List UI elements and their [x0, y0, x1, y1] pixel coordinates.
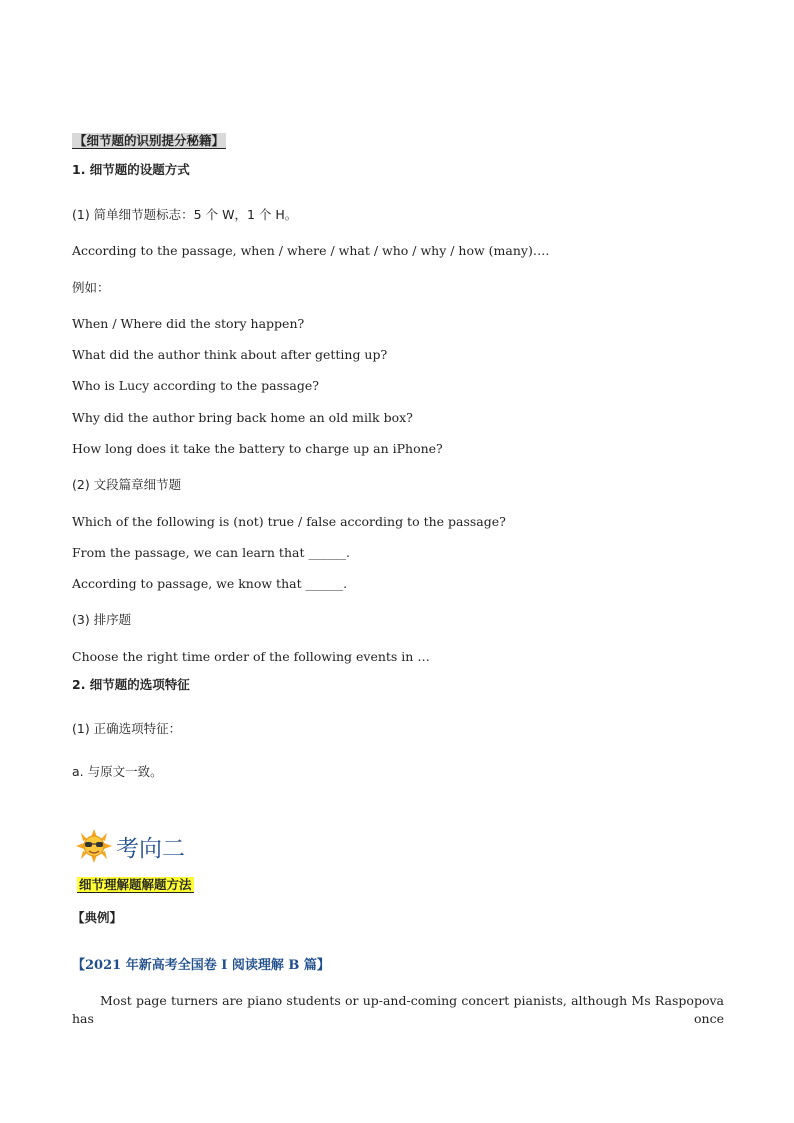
passage-detail-item: From the passage, we can learn that ______. — [72, 545, 350, 560]
passage-paragraph: Most page turners are piano students or up-and-coming concert pianists, although Ms Raspopova has once — [72, 993, 724, 1026]
example-tag: 【典例】 — [72, 910, 123, 925]
sun-sunglasses-icon — [74, 828, 114, 864]
example-item: What did the author think about after getting up? — [72, 347, 388, 362]
subheading-passage-detail: (2) 文段篇章细节题 — [72, 477, 182, 492]
feature-a: a. 与原文一致。 — [72, 764, 163, 779]
subheading-ordering: (3) 排序题 — [72, 612, 132, 627]
heading-option-features: 2. 细节题的选项特征 — [72, 677, 190, 692]
source-tag: 【2021 年新高考全国卷 I 阅读理解 B 篇】 — [72, 958, 330, 973]
passage-detail-item: According to passage, we know that ______. — [72, 576, 348, 591]
ordering-item: Choose the right time order of the following events in … — [72, 649, 430, 664]
section-heading-tips — [72, 133, 226, 149]
example-item: Why did the author bring back home an old milk box? — [72, 410, 413, 425]
heading-question-types: 1. 细节题的设题方式 — [72, 162, 190, 177]
pattern-line: According to the passage, when / where / what / who / why / how (many)…. — [72, 243, 550, 258]
subheading-correct-features: (1) 正确选项特征： — [72, 721, 182, 736]
subheading-simple-detail: (1) 简单细节题标志：5 个 W，1 个 H。 — [72, 207, 298, 222]
passage-detail-item: Which of the following is (not) true / false according to the passage? — [72, 514, 506, 529]
section-title: 考向二 — [116, 835, 185, 862]
example-label: 例如： — [72, 280, 110, 295]
example-item: How long does it take the battery to charge up an iPhone? — [72, 441, 443, 456]
example-item: When / Where did the story happen? — [72, 316, 305, 331]
section-subtitle — [77, 877, 194, 893]
section-subtitle-highlight: 细节理解题解题方法 — [79, 877, 192, 892]
section-header — [74, 826, 185, 866]
heading-tips-highlight: 【细节题的识别提分秘籍】 — [74, 133, 225, 148]
example-item: Who is Lucy according to the passage? — [72, 378, 319, 393]
